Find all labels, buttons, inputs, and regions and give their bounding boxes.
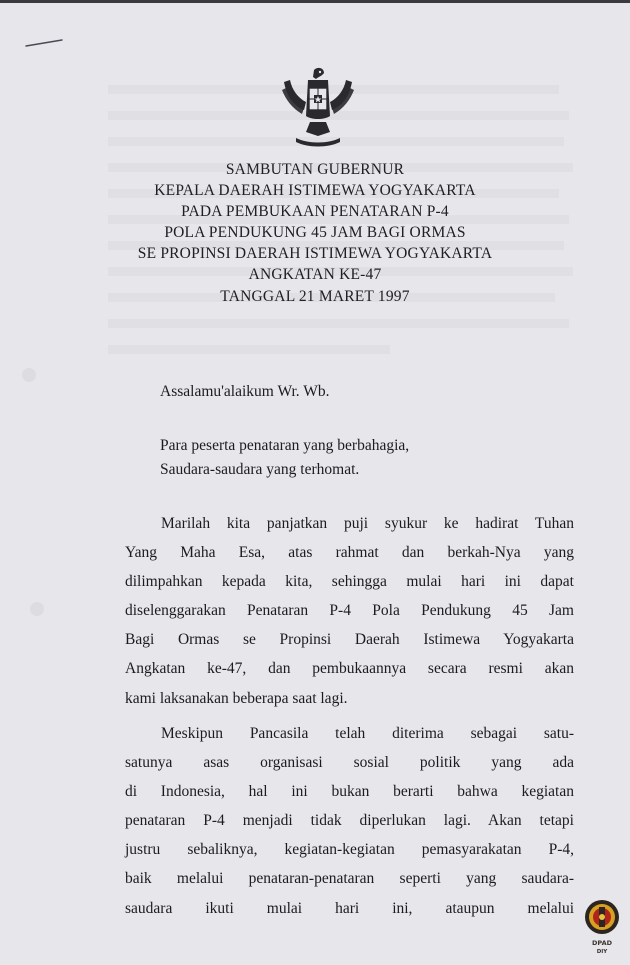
text-line: penataran P-4 menjadi tidak diperlukan lagi. Akan tetapi <box>125 812 574 830</box>
scan-edge <box>0 0 630 3</box>
heading-line: TANGGAL 21 MARET 1997 <box>220 287 410 305</box>
text-line: saudara ikuti mulai hari ini, ataupun melalui <box>125 899 574 917</box>
heading-line: SE PROPINSI DAERAH ISTIMEWA YOGYAKARTA <box>137 245 493 263</box>
text-line: justru sebaliknya, kegiatan-kegiatan pemasyarakatan P-4, <box>125 841 574 859</box>
text-line: di Indonesia, hal ini bukan berarti bahwa kegiatan <box>125 783 574 801</box>
text-line: Angkatan ke-47, dan pembukaannya secara resmi akan <box>125 660 574 678</box>
speech-title <box>0 159 630 307</box>
paragraph-pancasila <box>125 719 574 923</box>
text-line: dilimpahkan kepada kita, sehingga mulai hari ini dapat <box>125 573 574 591</box>
pen-mark <box>24 37 64 49</box>
stamp-sublabel: DIY <box>596 949 608 955</box>
punch-hole <box>22 368 36 382</box>
text-line: kami laksanakan beberapa saat lagi. <box>125 689 348 707</box>
heading-line: SAMBUTAN GUBERNUR <box>225 161 405 178</box>
garuda-emblem-icon <box>278 64 358 150</box>
greeting: Assalamu'alaikum Wr. Wb. <box>160 383 330 400</box>
paragraph-opening <box>125 509 574 713</box>
heading-line: KEPALA DAERAH ISTIMEWA YOGYAKARTA <box>154 182 476 200</box>
heading-line: POLA PENDUKUNG 45 JAM BAGI ORMAS <box>164 224 466 242</box>
salutation-line: Saudara-saudara yang terhomat. <box>160 461 360 478</box>
text-line: baik melalui penataran-penataran seperti yang saudara- <box>125 870 574 888</box>
text-line: satunya asas organisasi sosial politik yang ada <box>125 754 574 772</box>
text-line: Marilah kita panjatkan puji syukur ke hadirat Tuhan <box>161 515 574 532</box>
text-line: Meskipun Pancasila telah diterima sebagai satu- <box>161 725 574 742</box>
text-line: Bagi Ormas se Propinsi Daerah Istimewa Yogyakarta <box>125 631 574 649</box>
heading-line: ANGKATAN KE-47 <box>248 266 382 284</box>
punch-hole <box>30 602 44 616</box>
text-line: diselenggarakan Penataran P-4 Pola Pendukung 45 Jam <box>125 602 574 620</box>
text-line: Yang Maha Esa, atas rahmat dan berkah-Nya yang <box>125 544 574 562</box>
archive-stamp-icon <box>582 895 622 957</box>
heading-line: PADA PEMBUKAAN PENATARAN P-4 <box>181 203 449 221</box>
stamp-label: DPAD <box>592 939 612 947</box>
salutation-line: Para peserta penataran yang berbahagia, <box>160 437 410 454</box>
